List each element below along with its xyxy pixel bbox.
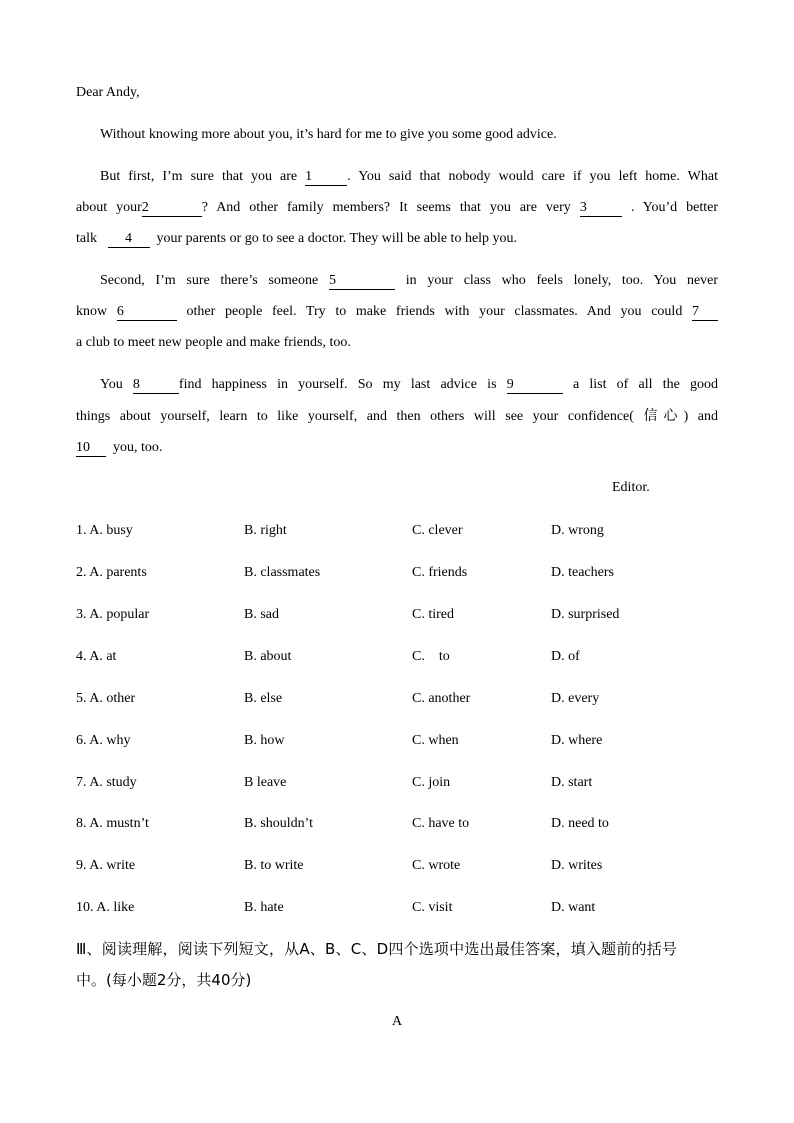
option-a: 7. A. study — [76, 775, 137, 790]
option-a: 10. A. like — [76, 900, 135, 915]
paragraph-1: Without knowing more about you, it’s hard for me to give you some good advice. — [100, 127, 557, 142]
option-c: C. visit — [412, 900, 453, 915]
option-c: C. have to — [412, 816, 470, 831]
option-b: B. sad — [244, 607, 279, 622]
paragraph-3-line-2 — [76, 303, 718, 321]
paragraph-2-line-1 — [100, 168, 718, 186]
letter-greeting: Dear Andy, — [76, 85, 140, 100]
option-d: D. writes — [551, 858, 603, 873]
text: You — [100, 377, 123, 392]
option-c: C. clever — [412, 523, 463, 538]
text: find happiness in yourself. So my last advice is — [178, 377, 497, 392]
option-d: D. surprised — [551, 607, 620, 622]
blank-5: 5 — [329, 273, 395, 290]
option-a: 2. A. parents — [76, 565, 147, 580]
text: . You said that nobody would care if you left home. What — [347, 169, 718, 184]
option-c: C. when — [412, 733, 459, 748]
option-b: B. to write — [244, 858, 304, 873]
blank-10: 10 — [76, 440, 106, 457]
blank-8: 8 — [133, 377, 179, 394]
option-a: 5. A. other — [76, 691, 136, 706]
option-d: D. start — [551, 775, 593, 790]
paragraph-4-line-1 — [100, 376, 718, 394]
option-b: B. right — [244, 523, 287, 538]
option-d: D. need to — [551, 816, 609, 831]
text: talk — [76, 231, 97, 246]
option-d: D. where — [551, 733, 603, 748]
paragraph-2-line-2 — [76, 199, 718, 217]
option-d: D. want — [551, 900, 596, 915]
section-3-instruction-line-2: 中。(每小题2分，共40分) — [76, 971, 252, 989]
option-d: D. teachers — [551, 565, 614, 580]
option-a: 9. A. write — [76, 858, 136, 873]
option-b: B. else — [244, 691, 283, 706]
blank-9: 9 — [507, 377, 563, 394]
paragraph-4-line-3 — [76, 439, 718, 457]
option-a: 6. A. why — [76, 733, 131, 748]
text: you, too. — [113, 440, 163, 455]
blank-6: 6 — [117, 304, 177, 321]
text: other people feel. Try to make friends with your classmates. And you could — [186, 304, 683, 319]
passage-label: A — [391, 1014, 403, 1029]
blank-4: 4 — [108, 231, 150, 248]
text: Second, I’m sure there’s someone — [100, 273, 319, 288]
option-d: D. of — [551, 649, 580, 664]
text: about your — [76, 200, 142, 215]
option-b: B. hate — [244, 900, 284, 915]
paragraph-3-line-3: a club to meet new people and make friends, too. — [76, 335, 351, 350]
text: But first, I’m sure that you are — [100, 169, 298, 184]
option-b: B. shouldn’t — [244, 816, 313, 831]
option-b: B. classmates — [244, 565, 321, 580]
paragraph-2-line-3 — [76, 230, 718, 248]
section-3-instruction-line-1: Ⅲ、阅读理解，阅读下列短文，从A、B、C、D四个选项中选出最佳答案，填入题前的括号 — [76, 940, 678, 958]
option-a: 4. A. at — [76, 649, 117, 664]
option-c: C. to — [412, 649, 450, 664]
letter-signature: Editor. — [612, 480, 650, 495]
text: . You’d better — [630, 200, 719, 215]
blank-7: 7 — [692, 304, 718, 321]
option-d: D. every — [551, 691, 600, 706]
option-a: 3. A. popular — [76, 607, 150, 622]
text: a list of all the good — [572, 377, 719, 392]
text: know — [76, 304, 108, 319]
option-c: C. friends — [412, 565, 468, 580]
option-a: 1. A. busy — [76, 523, 133, 538]
option-b: B leave — [244, 775, 287, 790]
option-a: 8. A. mustn’t — [76, 816, 149, 831]
paragraph-3-line-1 — [100, 272, 718, 290]
option-b: B. how — [244, 733, 285, 748]
option-c: C. tired — [412, 607, 454, 622]
option-b: B. about — [244, 649, 292, 664]
blank-3: 3 — [580, 200, 622, 217]
option-d: D. wrong — [551, 523, 604, 538]
text: your parents or go to see a doctor. They will be able to help you. — [156, 231, 518, 246]
option-c: C. another — [412, 691, 471, 706]
paragraph-4-line-2: things about yourself, learn to like yourself, and then others will see your confidence( 信心) and — [76, 409, 718, 424]
option-c: C. join — [412, 775, 451, 790]
text: ? And other family members? It seems that you are very — [201, 200, 571, 215]
blank-1: 1 — [305, 169, 347, 186]
text: in your class who feels lonely, too. You never — [405, 273, 719, 288]
option-c: C. wrote — [412, 858, 461, 873]
blank-2: 2 — [142, 200, 202, 217]
